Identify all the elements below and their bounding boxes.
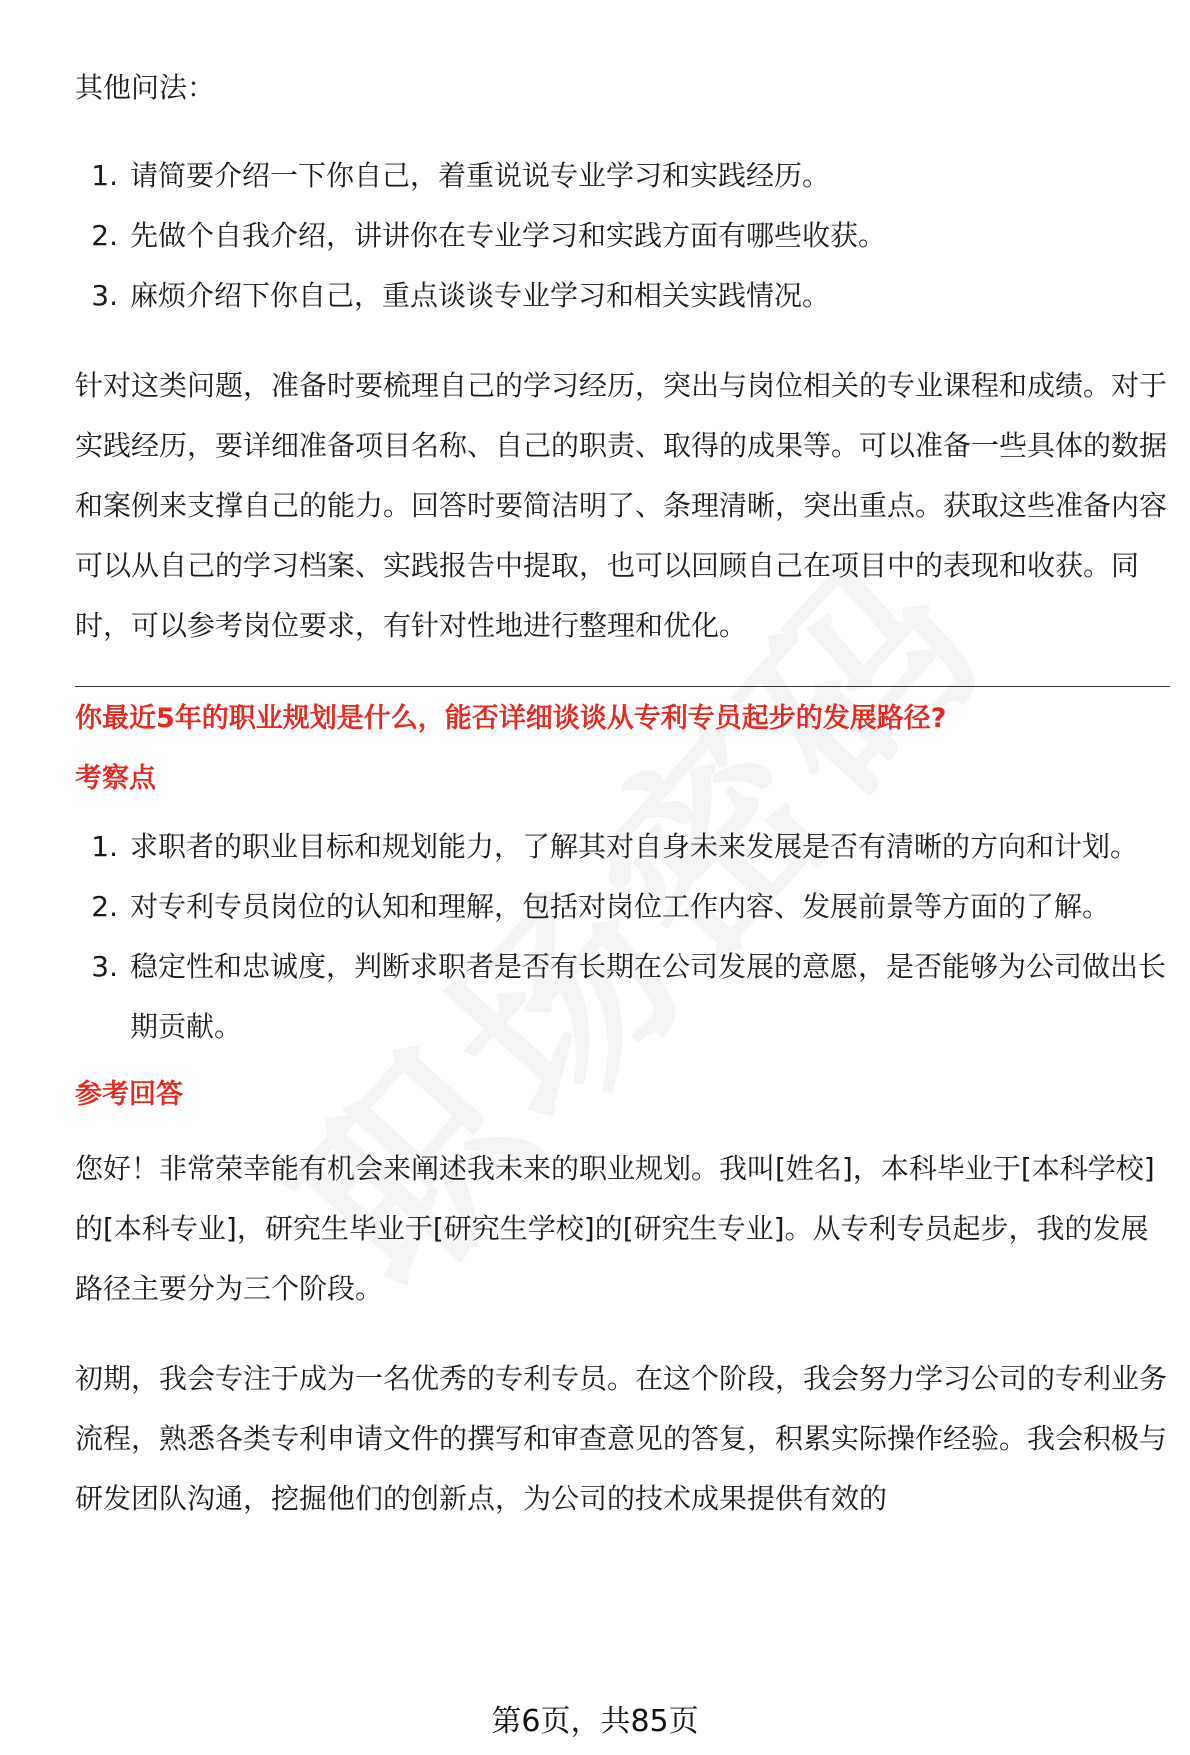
alt-questions-label: 其他问法：	[75, 71, 216, 104]
section-divider	[75, 686, 1170, 687]
list-item: 先做个自我介绍，讲讲你在专业学习和实践方面有哪些收获。	[130, 219, 887, 252]
list-item: 请简要介绍一下你自己，着重说说专业学习和实践经历。	[130, 159, 831, 192]
question-title: 你最近5年的职业规划是什么，能否详细谈谈从专利专员起步的发展路径?	[75, 703, 947, 734]
list-item: 对专利专员岗位的认知和理解，包括对岗位工作内容、发展前景等方面的了解。	[130, 890, 1111, 923]
answer-heading: 参考回答	[75, 1079, 183, 1110]
page-number: 第6页，共85页	[491, 1704, 699, 1739]
assessment-heading: 考察点	[75, 763, 156, 794]
alt-questions-list	[75, 146, 1170, 326]
answer-paragraph: 您好！非常荣幸能有机会来阐述我未来的职业规划。我叫[姓名]，本科毕业于[本科学校]的[本科专业]，研究生毕业于[研究生学校]的[研究生专业]。从专利专员起步，我的发展路径主要分为三个阶段。	[75, 1152, 1155, 1305]
guidance-paragraph: 针对这类问题，准备时要梳理自己的学习经历，突出与岗位相关的专业课程和成绩。对于实践经历，要详细准备项目名称、自己的职责、取得的成果等。可以准备一些具体的数据和案例来支撑自己的能力。回答时要简洁明了、条理清晰，突出重点。获取这些准备内容可以从自己的学习档案、实践报告中提取，也可以回顾自己在项目中的表现和收获。同时，可以参考岗位要求，有针对性地进行整理和优化。	[75, 369, 1168, 642]
list-item: 麻烦介绍下你自己，重点谈谈专业学习和相关实践情况。	[130, 279, 831, 312]
answer-paragraph: 初期，我会专注于成为一名优秀的专利专员。在这个阶段，我会努力学习公司的专利业务流程，熟悉各类专利申请文件的撰写和审查意见的答复，积累实际操作经验。我会积极与研发团队沟通，挖掘他们的创新点，为公司的技术成果提供有效的	[75, 1362, 1168, 1515]
list-item: 求职者的职业目标和规划能力，了解其对自身未来发展是否有清晰的方向和计划。	[130, 830, 1139, 863]
page-content	[75, 58, 1170, 1529]
assessment-points-list	[75, 817, 1170, 1057]
list-item: 稳定性和忠诚度，判断求职者是否有长期在公司发展的意愿，是否能够为公司做出长期贡献。	[130, 950, 1167, 1043]
